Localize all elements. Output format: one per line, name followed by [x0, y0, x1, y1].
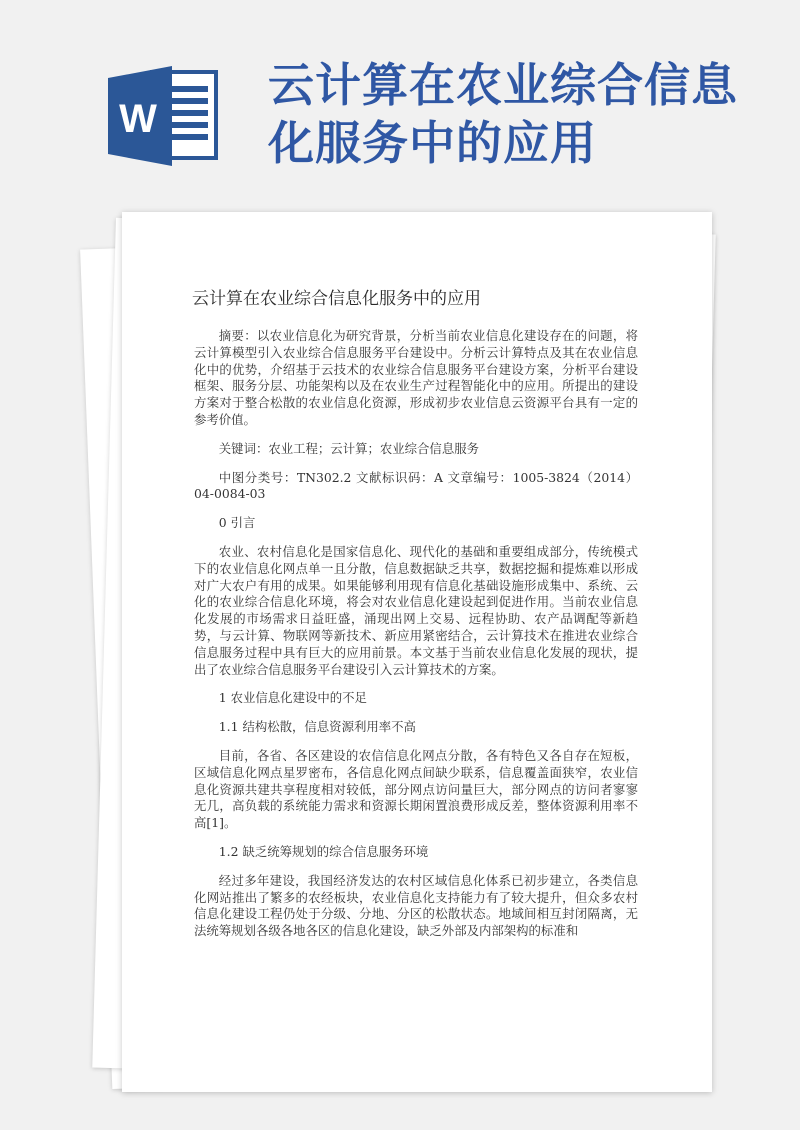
word-document-icon — [108, 66, 220, 166]
classification-line: 中图分类号：TN302.2 文献标识码：A 文章编号：1005-3824（2014）04-0084-03 — [194, 469, 638, 502]
section-heading-1: 1 农业信息化建设中的不足 — [218, 690, 367, 706]
section-heading-1-2: 1.2 缺乏统筹规划的综合信息服务环境 — [218, 843, 429, 859]
section-heading-0: 0 引言 — [218, 515, 256, 531]
section-1-1-paragraph: 目前，各省、各区建设的农信信息化网点分散，各有特色又各自存在短板，区域信息化网点星罗密布，各信息化网点间缺少联系，信息覆盖面狭窄，农业信息化资源共建共享程度相对较低，部分网点访问量巨大，部分网点的访问者寥寥无几，高负载的系统能力需求和资源长期闲置浪费形成反差，整体资源利用率不高[1]。 — [194, 747, 638, 831]
document-page — [122, 212, 712, 1092]
document-body — [194, 328, 638, 940]
abstract-paragraph: 摘要：以农业信息化为研究背景，分析当前农业信息化建设存在的问题，将云计算模型引入农业综合信息服务平台建设中。分析云计算特点及其在农业信息化中的优势，介绍基于云技术的农业综合信息服务平台建设方案，分析平台建设框架、服务分层、功能架构以及在农业生产过程智能化中的应用。所提出的建设方案对于整合松散的农业信息化资源，形成初步农业信息云资源平台具有一定的参考价值。 — [194, 328, 638, 427]
keywords-line: 关键词：农业工程；云计算；农业综合信息服务 — [218, 440, 479, 456]
svg-text:W: W — [119, 97, 157, 141]
section-1-2-paragraph: 经过多年建设，我国经济发达的农村区域信息化体系已初步建立，各类信息化网站推出了繁多的农经板块，农业信息化支持能力有了较大提升，但众多农村信息化建设工程仍处于分级、分地、分区的松散状态。地域间相互封闭隔离，无法统筹规划各级各地各区的信息化建设，缺乏外部及内部架构的标准和 — [194, 872, 638, 939]
document-title: 云计算在农业综合信息化服务中的应用 — [192, 289, 481, 309]
section-0-paragraph: 农业、农村信息化是国家信息化、现代化的基础和重要组成部分，传统模式下的农业信息化网点单一且分散，信息数据缺乏共享，数据挖掘和提炼难以形成对广大农户有用的成果。如果能够利用现有信息化基础设施形成集中、系统、云化的农业综合信息化环境，将会对农业信息化建设起到促进作用。当前农业信息化发展的市场需求日益旺盛，涌现出网上交易、远程协助、农产品调配等新趋势，与云计算、物联网等新技术、新应用紧密结合，云计算技术在推进农业综合信息服务过程中具有巨大的应用前景。本文基于当前农业信息化发展的现状，提出了农业综合信息服务平台建设引入云计算技术的方案。 — [194, 543, 638, 677]
section-heading-1-1: 1.1 结构松散，信息资源利用率不高 — [218, 719, 416, 735]
page-title: 云计算在农业综合信息化服务中的应用 — [268, 58, 738, 170]
